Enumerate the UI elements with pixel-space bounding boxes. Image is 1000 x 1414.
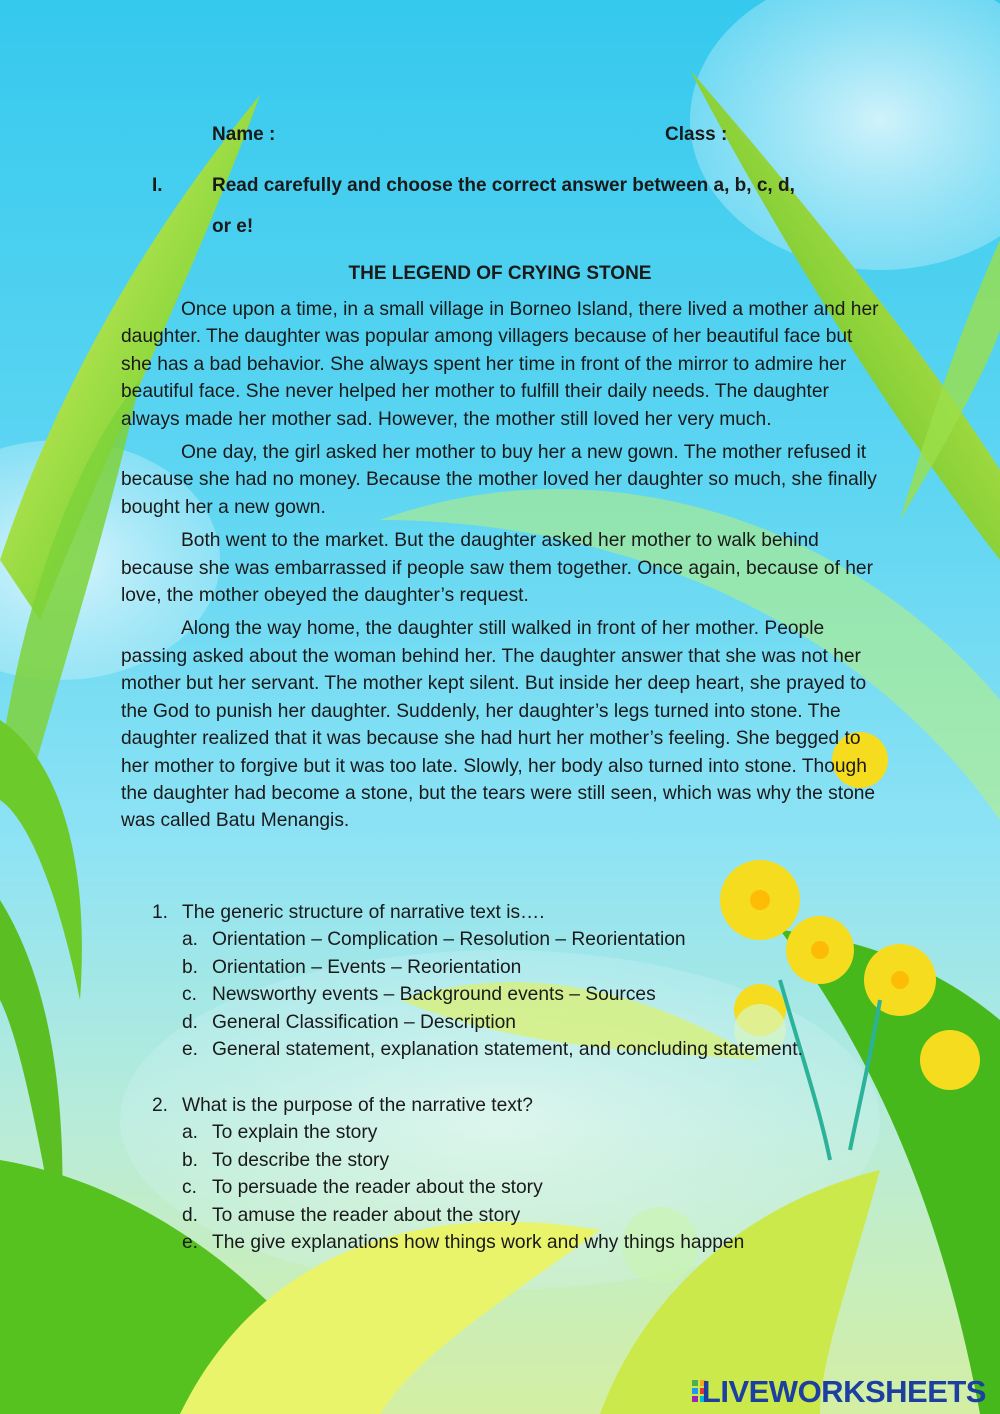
question-text: What is the purpose of the narrative text? — [182, 1095, 533, 1116]
class-label: Class : — [665, 124, 728, 145]
liveworksheets-logo[interactable]: LIVEWORKSHEETS — [701, 1374, 986, 1409]
name-label: Name : — [212, 124, 276, 145]
option-text: The give explanations how things work and why things happen — [212, 1231, 745, 1253]
option-letter: d. — [182, 1011, 199, 1033]
story-paragraph: Both went to the market. But the daughter asked her mother to walk behind because she was embarrassed if people saw them together. Once again, because of her love, the mother obeyed the daughter’s request. — [121, 530, 873, 607]
story-paragraph: One day, the girl asked her mother to buy her a new gown. The mother refused it because she had no money. Because the mother loved her daughter so much, she finally bought her a new gown. — [121, 442, 877, 518]
option-letter: a. — [182, 1122, 199, 1144]
option-letter: b. — [182, 1149, 199, 1171]
option-letter: b. — [182, 956, 199, 978]
story-paragraph: Once upon a time, in a small village in Borneo Island, there lived a mother and her daughter. The daughter was popular among villagers because of her beautiful face but she has a bad behavior. She always spent her time in front of the mirror to admire her beautiful face. She never helped her mother to fulfill their daily needs. The daughter always made her mother sad. However, the mother still loved her very much. — [121, 299, 879, 430]
option-text: To describe the story — [212, 1149, 390, 1171]
story-paragraph: Along the way home, the daughter still walked in front of her mother. People passing asked about the woman behind her. The daughter answer that she was not her mother but her servant. The mother kept silent. But inside her deep heart, she prayed to the God to punish her daughter. Suddenly, her daughter’s legs turned into stone. The daughter realized that it was because she had hurt her mother’s feeling. She begged to her mother to forgive but it was too late. Slowly, her body also turned into stone. Though the daughter had become a stone, but the tears were still seen, which was why the stone was called Batu Menangis. — [121, 618, 876, 832]
option-text: Newsworthy events – Background events – Sources — [212, 984, 656, 1006]
option-letter: e. — [182, 1231, 199, 1253]
option-text: Orientation – Complication – Resolution – Reorientation — [212, 929, 686, 951]
instruction-line-1: Read carefully and choose the correct answer between a, b, c, d, — [212, 175, 795, 196]
option-text: General Classification – Description — [212, 1011, 516, 1033]
question-number: 1. — [152, 902, 169, 923]
option-letter: c. — [182, 984, 197, 1006]
question-text: The generic structure of narrative text is…. — [182, 902, 545, 923]
option-text: To amuse the reader about the story — [212, 1204, 521, 1226]
option-letter: e. — [182, 1038, 199, 1060]
question-number: 2. — [152, 1095, 169, 1116]
option-letter: a. — [182, 929, 199, 951]
story-title: THE LEGEND OF CRYING STONE — [348, 263, 652, 284]
option-text: To explain the story — [212, 1122, 378, 1144]
option-text: To persuade the reader about the story — [212, 1177, 543, 1199]
option-letter: d. — [182, 1204, 199, 1226]
option-text: General statement, explanation statement, and concluding statement. — [212, 1038, 803, 1060]
story-body — [121, 296, 881, 841]
instruction-line-2: or e! — [212, 216, 254, 237]
option-letter: c. — [182, 1177, 197, 1199]
section-number: I. — [152, 175, 163, 196]
option-text: Orientation – Events – Reorientation — [212, 956, 522, 978]
